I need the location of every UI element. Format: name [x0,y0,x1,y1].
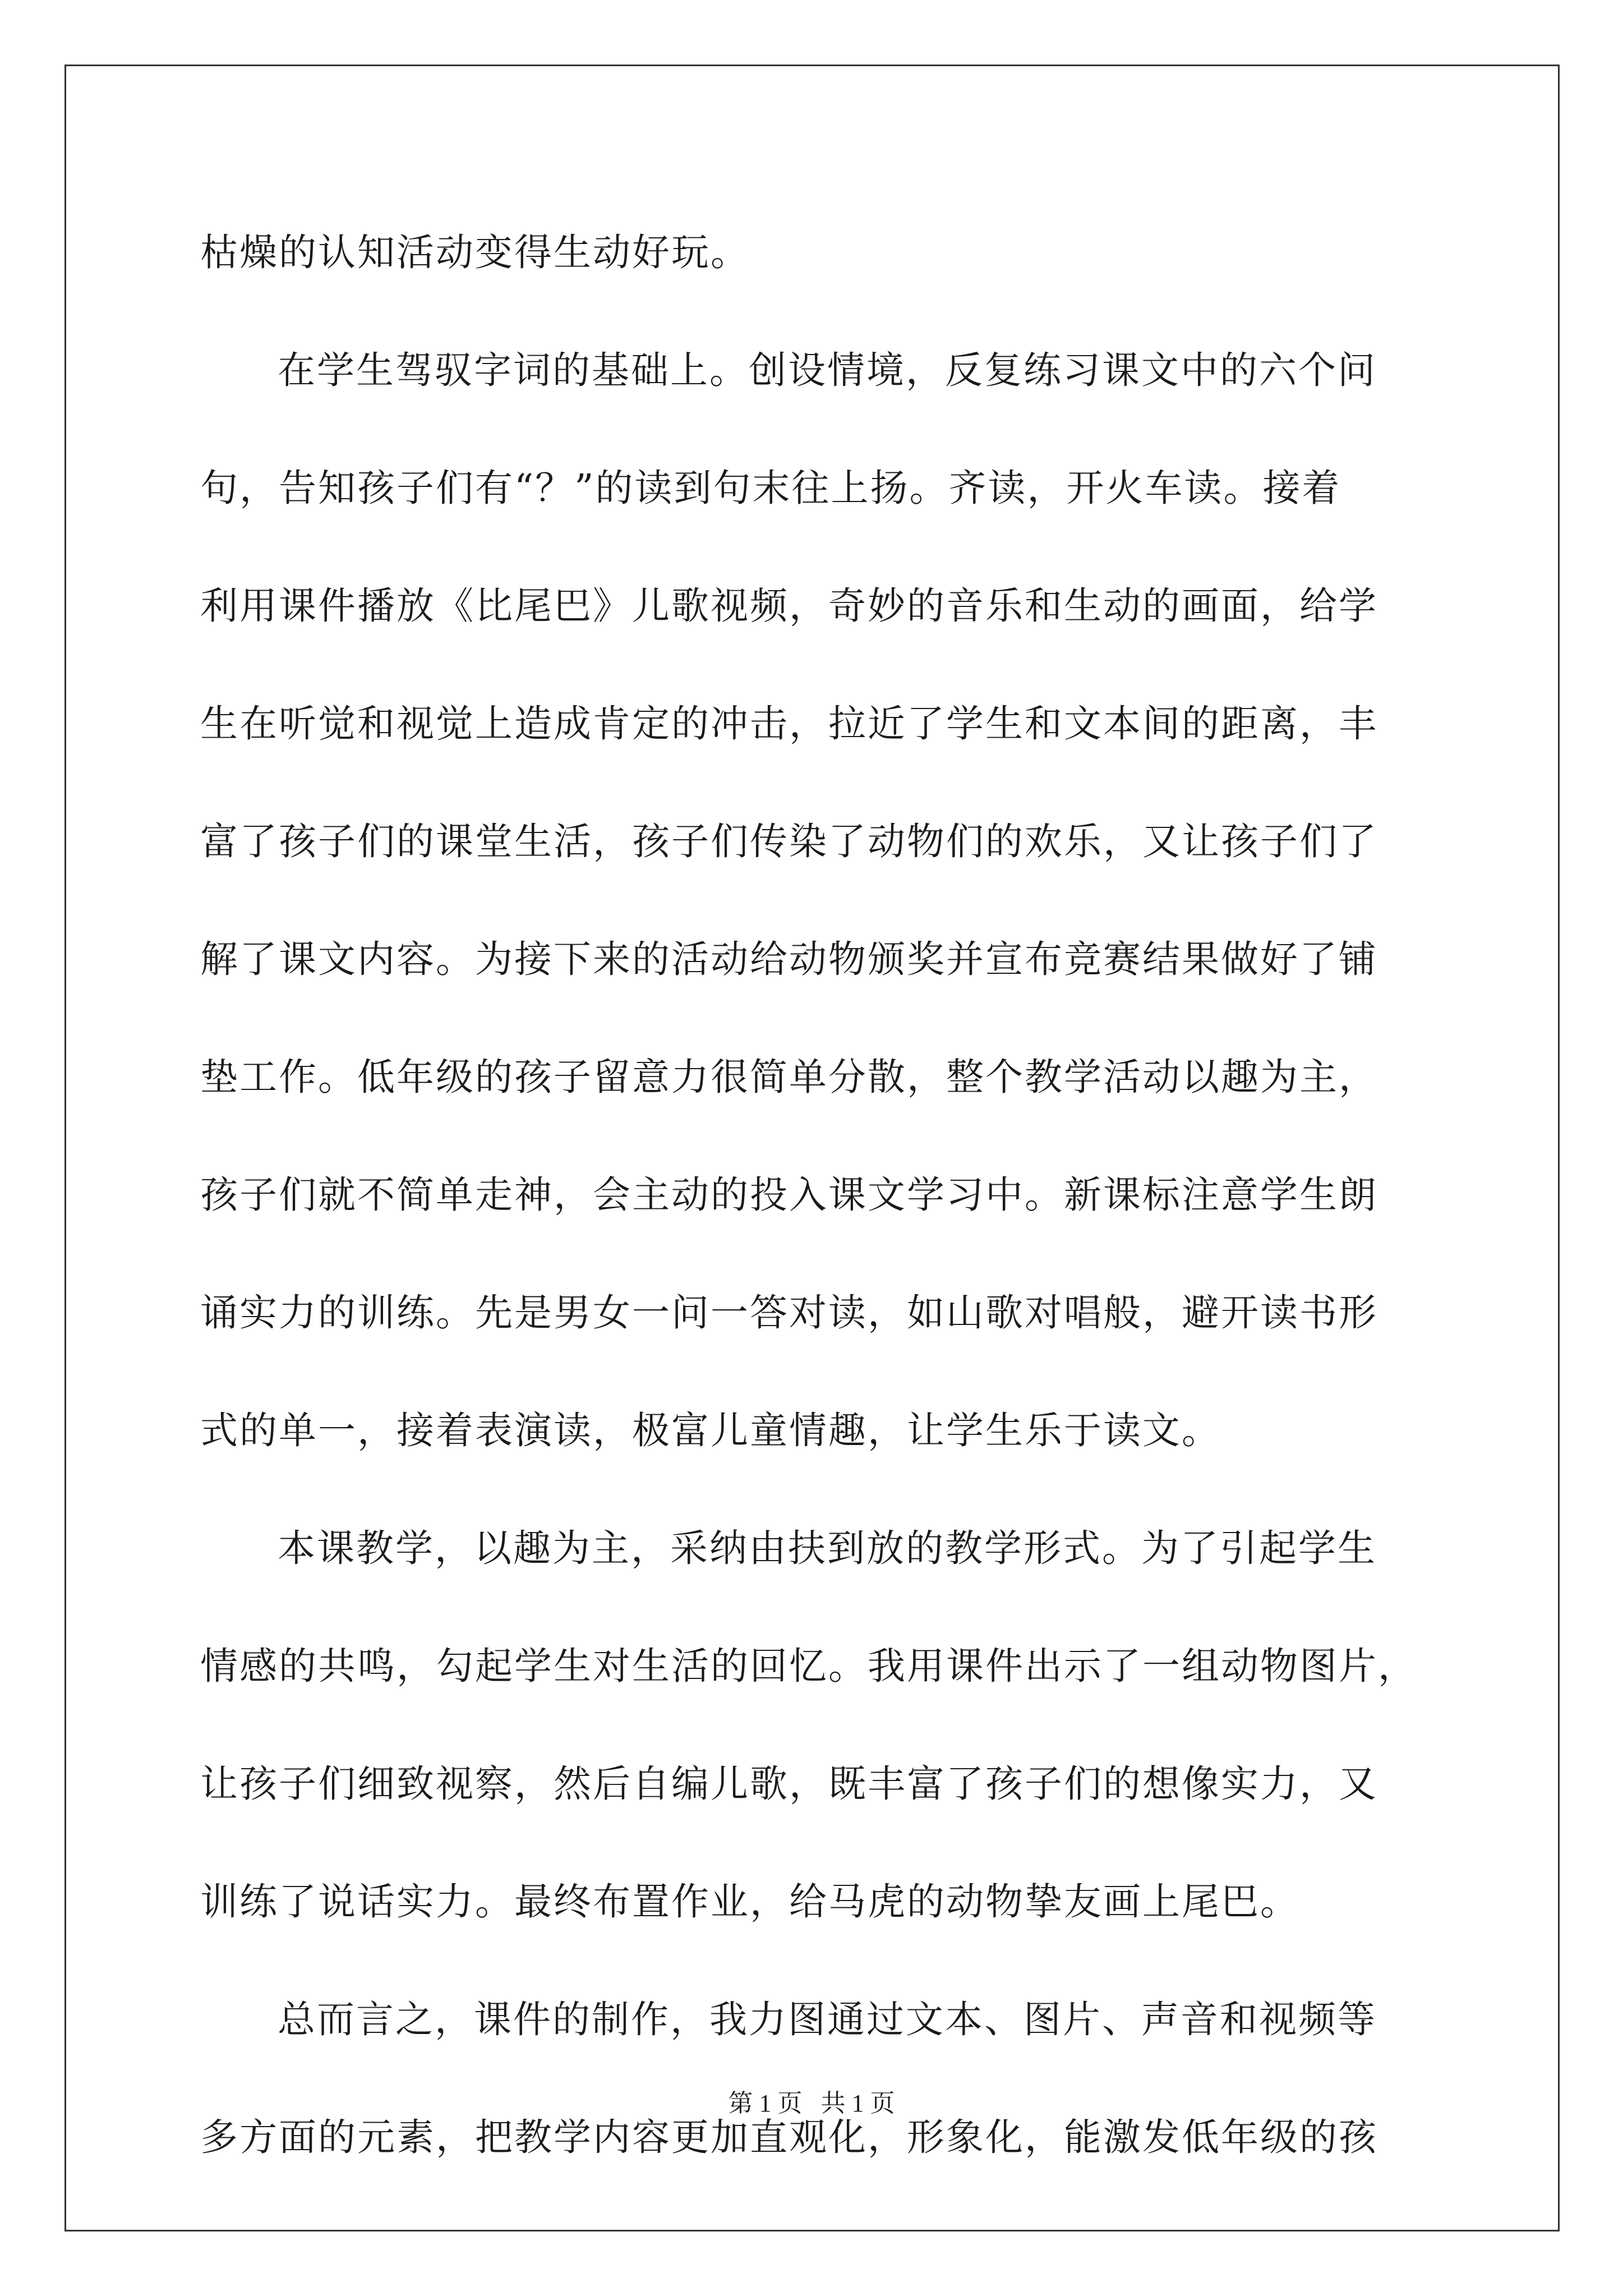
text-line: 生在听觉和视觉上造成肯定的冲击，拉近了学生和文本间的距离，丰 [200,702,1378,746]
page-footer: 第 1 页 共 1 页 [728,2090,895,2117]
text-line: 解了课文内容。为接下来的活动给动物颁奖并宣布竞赛结果做好了铺 [200,937,1378,981]
text-line: 句，告知孩子们有“？”的读到句末往上扬。齐读，开火车读。接着 [200,466,1341,510]
text-line: 诵实力的训练。先是男女一问一答对读，如山歌对唱般，避开读书形 [200,1291,1378,1335]
text-line: 孩子们就不简单走神，会主动的投入课文学习中。新课标注意学生朗 [200,1173,1378,1217]
document-body [200,216,1423,2219]
text-line: 利用课件播放《比尾巴》儿歌视频，奇妙的音乐和生动的画面，给学 [200,584,1378,628]
text-line: 本课教学，以趣为主，采纳由扶到放的教学形式。为了引起学生 [278,1526,1377,1570]
text-line: 垫工作。低年级的孩子留意力很简单分散，整个教学活动以趣为主， [200,1055,1378,1099]
text-line: 式的单一，接着表演读，极富儿童情趣，让学生乐于读文。 [200,1409,1221,1452]
text-line: 枯燥的认知活动变得生动好玩。 [200,231,750,274]
text-line: 富了孩子们的课堂生活，孩子们传染了动物们的欢乐，又让孩子们了 [200,820,1378,863]
text-line: 多方面的元素，把教学内容更加直观化，形象化，能激发低年级的孩 [200,2115,1378,2159]
text-line: 情感的共鸣，勾起学生对生活的回忆。我用课件出示了一组动物图片， [200,1644,1417,1688]
text-line: 训练了说话实力。最终布置作业，给马虎的动物挚友画上尾巴。 [200,1880,1299,1924]
text-line: 总而言之，课件的制作，我力图通过文本、图片、声音和视频等 [278,1998,1377,2041]
text-line: 在学生驾驭字词的基础上。创设情境，反复练习课文中的六个问 [278,348,1377,392]
text-line: 让孩子们细致视察，然后自编儿歌，既丰富了孩子们的想像实力，又 [200,1762,1378,1806]
